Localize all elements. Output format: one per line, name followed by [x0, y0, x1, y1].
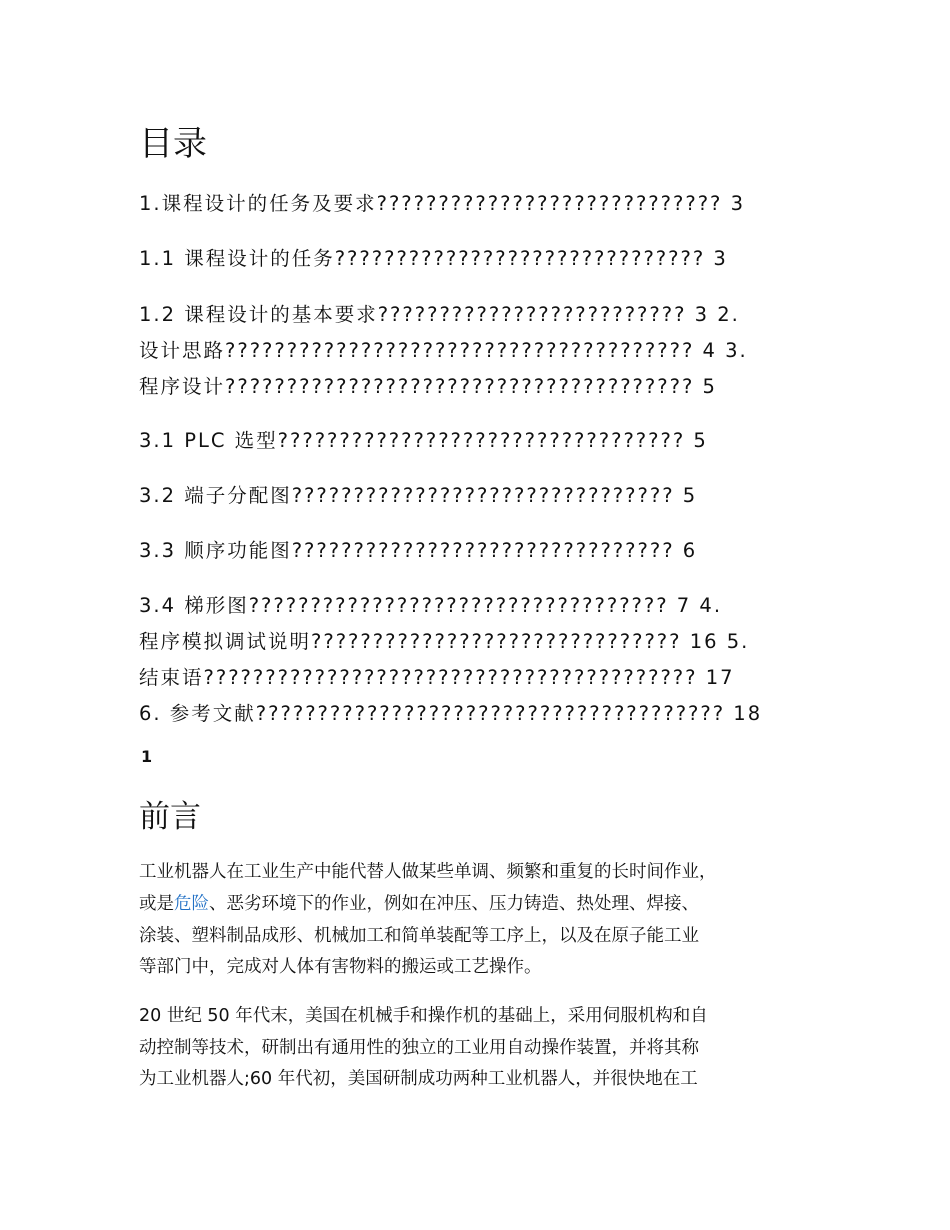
toc-title: 目录 [139, 124, 207, 164]
text-fragment: 、恶劣环境下的作业，例如在冲压、压力铸造、热处理、焊接、 [209, 894, 699, 914]
toc-entry: 3.1 PLC 选型????????????????????????????????? 5 [139, 429, 708, 452]
toc-entry: 结束语???????????????????????????????????????? 17 [139, 666, 735, 689]
toc-entry: 程序模拟调试说明?????????????????????????????? 16 5. [139, 630, 750, 653]
paragraph-line: 工业机器人在工业生产中能代替人做某些单调、频繁和重复的长时间作业， [139, 862, 717, 882]
toc-entry: 3.2 端子分配图??????????????????????????????? 5 [139, 484, 698, 507]
toc-entry: 1.2 课程设计的基本要求????????????????????????? 3 2. [139, 303, 740, 326]
paragraph-line [139, 892, 699, 916]
danger-link[interactable]: 危险 [174, 894, 209, 914]
toc-entry: 程序设计?????????????????????????????????????? 5 [139, 375, 717, 398]
paragraph-line: 动控制等技术，研制出有通用性的独立的工业用自动操作装置，并将其称 [139, 1038, 699, 1058]
toc-entry: 3.3 顺序功能图??????????????????????????????? 6 [139, 539, 698, 562]
paragraph-line: 20 世纪 50 年代末，美国在机械手和操作机的基础上，采用伺服机构和自 [139, 1006, 708, 1026]
toc-entry: 1.1 课程设计的任务?????????????????????????????? 3 [139, 247, 728, 270]
toc-entry: 3.4 梯形图?????????????????????????????????? 7 4. [139, 594, 723, 617]
toc-entry: 设计思路?????????????????????????????????????? 4 3. [139, 339, 748, 362]
toc-entry: 1.课程设计的任务及要求???????????????????????????? 3 [139, 192, 746, 215]
paragraph-line: 为工业机器人;60 年代初，美国研制成功两种工业机器人，并很快地在工 [139, 1069, 698, 1089]
toc-entry: 6. 参考文献?????????????????????????????????????? 18 [139, 702, 763, 725]
text-fragment: 或是 [139, 894, 174, 914]
preface-title: 前言 [139, 799, 201, 835]
paragraph-line: 涂装、塑料制品成形、机械加工和简单装配等工序上，以及在原子能工业 [139, 926, 699, 946]
page-number: 1 [141, 747, 153, 766]
paragraph-line: 等部门中，完成对人体有害物料的搬运或工艺操作。 [139, 957, 542, 977]
